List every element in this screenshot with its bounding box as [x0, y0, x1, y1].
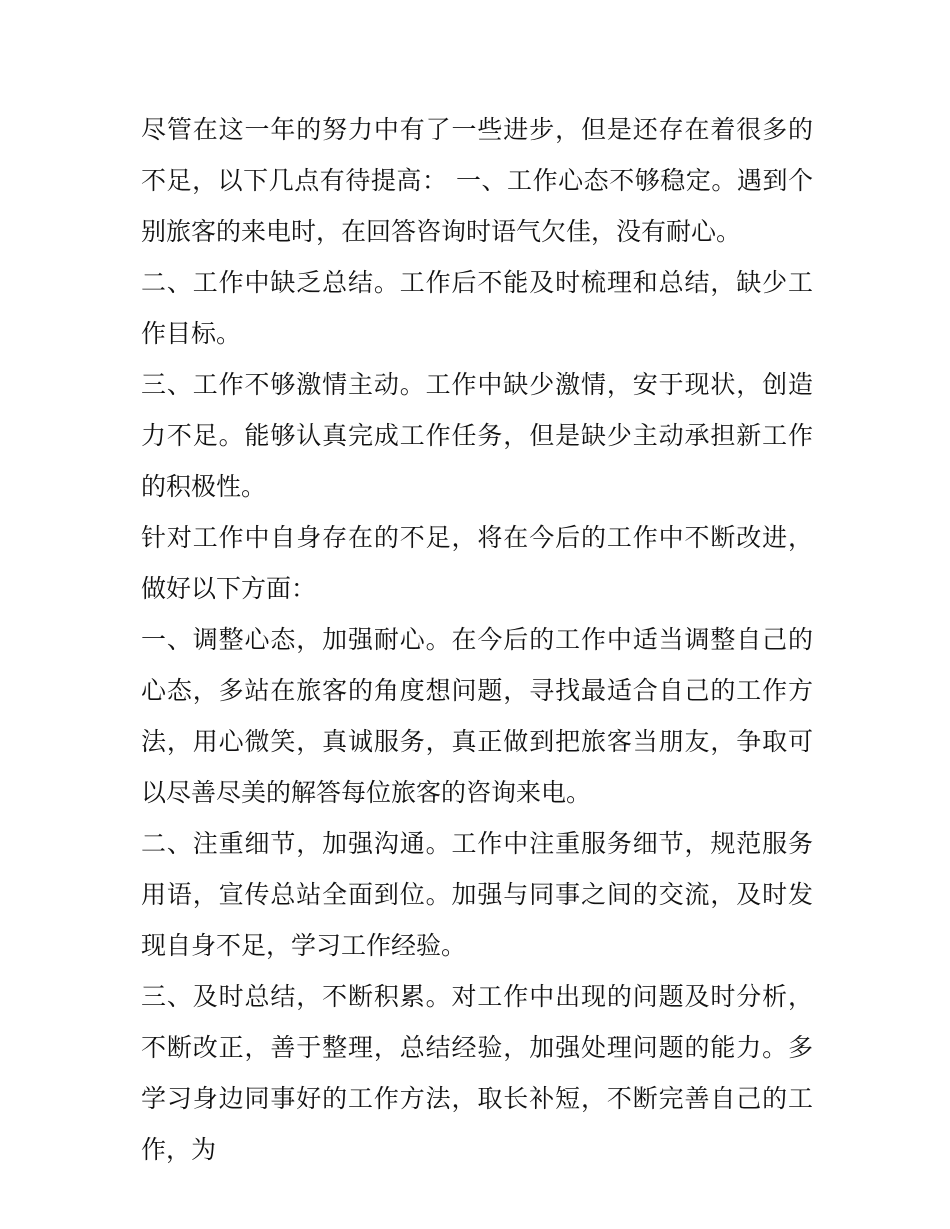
paragraph-shortcoming-two: 二、工作中缺乏总结。工作后不能及时梳理和总结，缺少工作目标。: [141, 268, 813, 348]
paragraph-shortcomings-intro: 尽管在这一年的努力中有了一些进步，但是还存在着很多的不足，以下几点有待提高： 一、工作心态不够稳定。遇到个别旅客的来电时，在回答咨询时语气欠佳，没有耐心。: [141, 115, 813, 246]
paragraph-improvement-two: 二、注重细节，加强沟通。工作中注重服务细节，规范服务用语，宣传总站全面到位。加强与同事之间的交流，及时发现自身不足，学习工作经验。: [141, 829, 813, 960]
document-body: [141, 104, 813, 1175]
paragraph-shortcoming-three: 三、工作不够激情主动。工作中缺少激情，安于现状，创造力不足。能够认真完成工作任务，但是缺少主动承担新工作的积极性。: [141, 370, 813, 501]
paragraph-improvement-one: 一、调整心态，加强耐心。在今后的工作中适当调整自己的心态，多站在旅客的角度想问题，寻找最适合自己的工作方法，用心微笑，真诚服务，真正做到把旅客当朋友，争取可以尽善尽美的解答每位旅客的咨询来电。: [141, 625, 813, 807]
paragraph-improvement-three: 三、及时总结，不断积累。对工作中出现的问题及时分析，不断改正，善于整理，总结经验，加强处理问题的能力。多学习身边同事好的工作方法，取长补短，不断完善自己的工作，为: [141, 982, 813, 1164]
paragraph-improvement-intro: 针对工作中自身存在的不足，将在今后的工作中不断改进，做好以下方面：: [141, 523, 813, 603]
